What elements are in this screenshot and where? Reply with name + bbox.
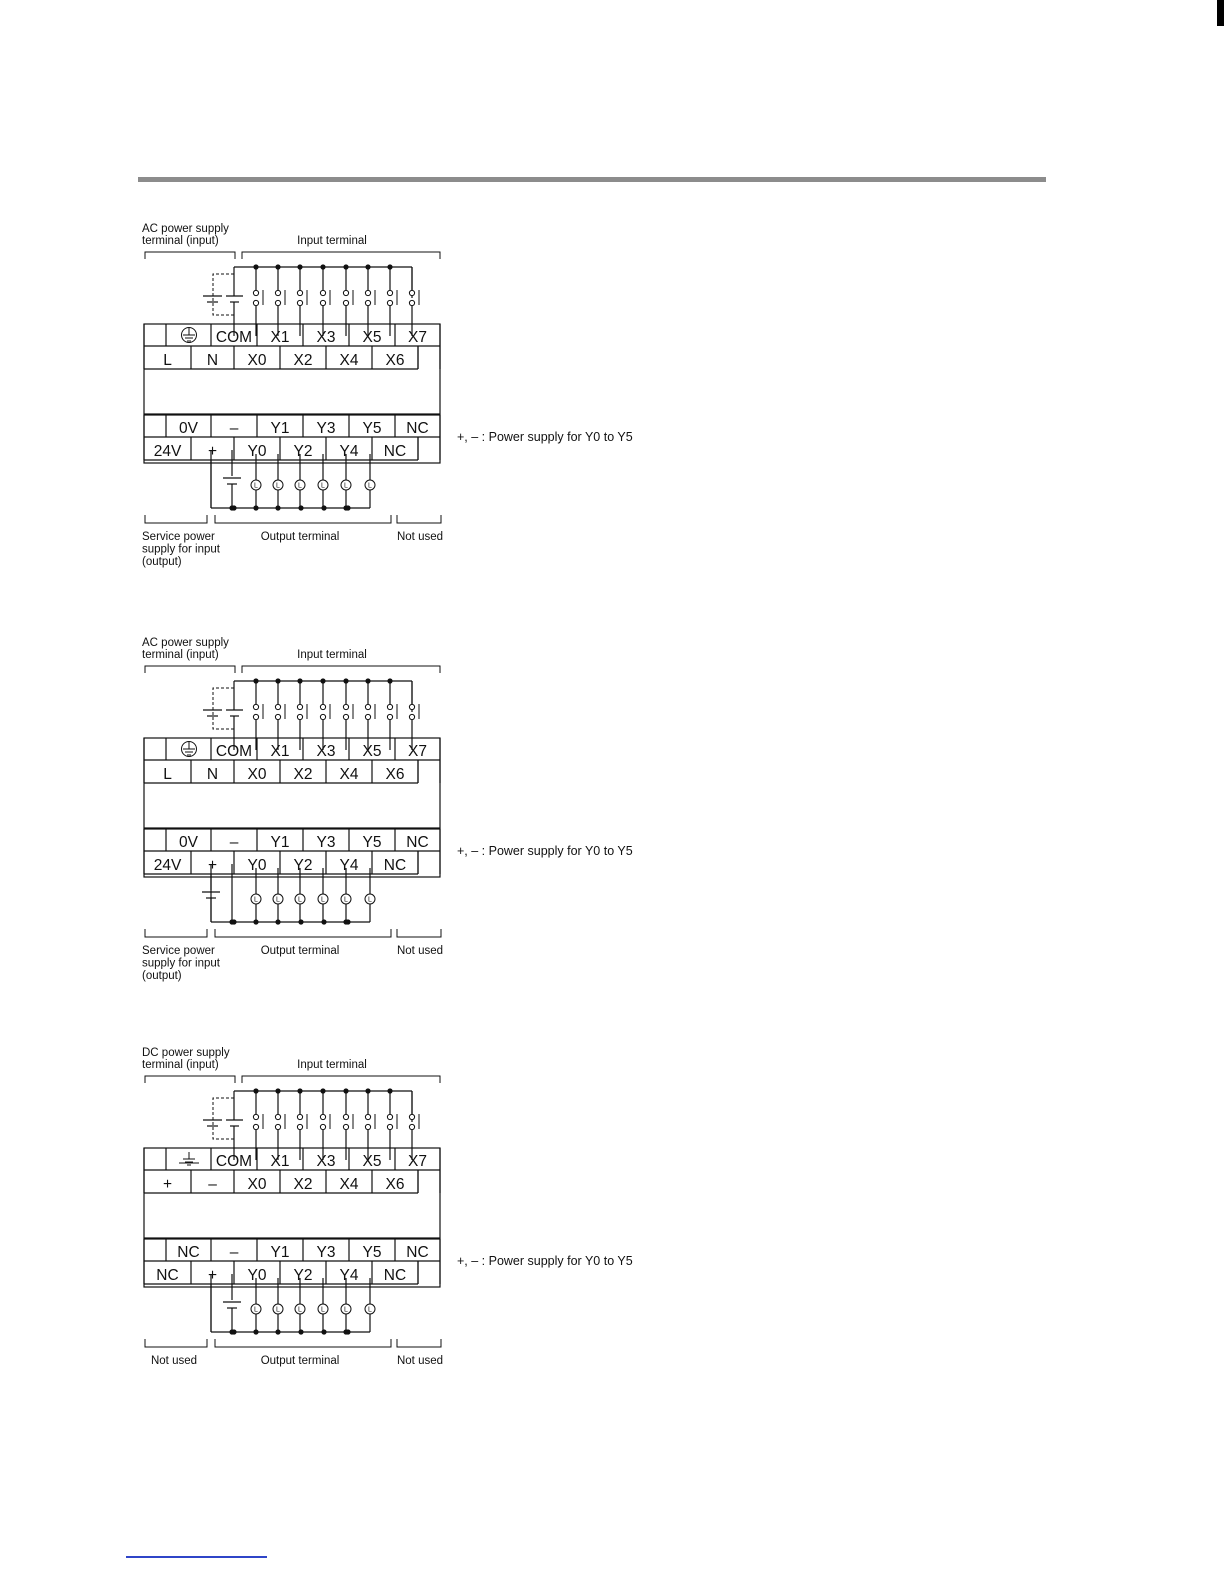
power-supply-note: +, – : Power supply for Y0 to Y5 xyxy=(457,844,633,858)
input-terminal-bottom-1: N xyxy=(206,766,219,783)
input-terminal-top-2: COM xyxy=(215,1153,253,1170)
service-power-label: supply for input xyxy=(142,957,220,970)
input-terminal-bottom-5: X6 xyxy=(385,1176,405,1193)
lamp-load-symbol: L xyxy=(321,1306,325,1314)
input-terminal-bottom-0: L xyxy=(163,352,172,369)
not-used-bracket xyxy=(397,929,441,937)
power-supply-note: +, – : Power supply for Y0 to Y5 xyxy=(457,430,633,444)
not-used-bracket xyxy=(397,1339,441,1347)
output-terminal-bottom-1: + xyxy=(207,857,218,874)
service-power-label: Not used xyxy=(150,1355,198,1367)
input-terminal-top-5: X5 xyxy=(362,1153,382,1170)
power-supply-bracket xyxy=(145,666,235,673)
output-terminal-top-5: Y5 xyxy=(362,420,382,437)
power-supply-bracket xyxy=(145,252,235,259)
terminal-block xyxy=(144,324,440,463)
output-terminal-top-3: Y1 xyxy=(270,834,290,851)
input-terminal-top-3: X1 xyxy=(270,743,290,760)
output-terminal-top-1: NC xyxy=(177,1244,200,1261)
protective-ground-icon xyxy=(182,328,197,343)
input-terminal-label: Input terminal xyxy=(297,649,367,661)
lamp-load-symbol: L xyxy=(368,896,372,904)
output-terminal-bracket xyxy=(215,929,391,937)
lamp-load-symbol: L xyxy=(254,1306,258,1314)
output-terminal-bottom-0: 24V xyxy=(153,857,182,874)
wiring-diagram-svg xyxy=(0,632,640,992)
lamp-load-symbol: L xyxy=(344,896,348,904)
input-terminal-top-4: X3 xyxy=(316,743,336,760)
terminal-block xyxy=(144,738,440,877)
output-terminal-top-2: – xyxy=(229,1244,239,1261)
lamp-load-symbol: L xyxy=(298,482,302,490)
input-terminal-bottom-1: – xyxy=(208,1176,217,1193)
input-terminal-bottom-4: X4 xyxy=(339,352,359,369)
lamp-load-symbol: L xyxy=(368,1306,372,1314)
input-circuit xyxy=(203,678,419,750)
header-rule xyxy=(138,177,1046,182)
wiring-diagram-2 xyxy=(0,632,640,992)
lamp-load-symbol: L xyxy=(254,896,258,904)
output-terminal-top-6: NC xyxy=(406,420,429,437)
output-terminal-top-3: Y1 xyxy=(270,1244,290,1261)
power-supply-label: AC power supply xyxy=(142,637,229,649)
input-terminal-top-5: X5 xyxy=(362,743,382,760)
lamp-load-symbol: L xyxy=(276,482,280,490)
lamp-load-symbol: L xyxy=(298,896,302,904)
output-terminal-label: Output terminal xyxy=(260,1355,340,1367)
input-terminal-bracket xyxy=(242,666,440,673)
input-terminal-top-3: X1 xyxy=(270,1153,290,1170)
output-terminal-bottom-2: Y0 xyxy=(247,443,267,460)
input-terminal-bottom-3: X2 xyxy=(293,766,313,783)
output-terminal-bottom-1: + xyxy=(207,443,218,460)
output-terminal-top-1: 0V xyxy=(179,834,198,851)
input-terminal-top-2: COM xyxy=(215,743,253,760)
lamp-load-symbol: L xyxy=(298,1306,302,1314)
input-circuit xyxy=(203,264,419,336)
input-terminal-label: Input terminal xyxy=(297,1059,367,1071)
lamp-load-symbol: L xyxy=(368,482,372,490)
output-terminal-top-2: – xyxy=(229,420,239,437)
wiring-diagram-1 xyxy=(0,218,640,578)
wiring-diagram-svg xyxy=(0,1042,640,1402)
input-terminal-label: Input terminal xyxy=(297,235,367,247)
output-terminal-label: Output terminal xyxy=(260,945,340,957)
lamp-load-symbol: L xyxy=(321,896,325,904)
input-terminal-bottom-2: X0 xyxy=(247,352,267,369)
output-terminal-top-6: NC xyxy=(406,834,429,851)
service-bracket xyxy=(145,515,207,523)
input-circuit xyxy=(203,1088,419,1160)
output-terminal-bottom-3: Y2 xyxy=(293,857,313,874)
power-supply-label: terminal (input) xyxy=(142,235,219,247)
output-terminal-bottom-3: Y2 xyxy=(293,1267,313,1284)
service-power-label: (output) xyxy=(142,970,182,982)
lamp-load-symbol: L xyxy=(254,482,258,490)
output-terminal-bracket xyxy=(215,515,391,523)
output-terminal-top-5: Y5 xyxy=(362,1244,382,1261)
wiring-diagram-3 xyxy=(0,1042,640,1402)
input-terminal-top-2: COM xyxy=(215,329,253,346)
page-edge-mark xyxy=(1217,0,1224,26)
protective-ground-icon xyxy=(182,742,197,757)
service-power-label: Service power xyxy=(142,945,215,957)
input-terminal-top-4: X3 xyxy=(316,329,336,346)
input-terminal-top-6: X7 xyxy=(408,329,427,346)
input-terminal-bottom-4: X4 xyxy=(339,766,359,783)
output-terminal-bottom-3: Y2 xyxy=(293,443,313,460)
output-terminal-bottom-4: Y4 xyxy=(339,443,359,460)
footer-link-underline[interactable] xyxy=(126,1556,267,1558)
input-terminal-top-6: X7 xyxy=(408,743,427,760)
input-terminal-bottom-5: X6 xyxy=(385,352,405,369)
input-terminal-bottom-3: X2 xyxy=(293,1176,313,1193)
power-supply-label: terminal (input) xyxy=(142,649,219,661)
input-terminal-top-3: X1 xyxy=(270,329,290,346)
output-terminal-bottom-5: NC xyxy=(383,443,407,460)
lamp-load-symbol: L xyxy=(344,482,348,490)
not-used-label: Not used xyxy=(396,1355,444,1367)
wiring-diagram-svg xyxy=(0,218,640,578)
input-terminal-top-6: X7 xyxy=(408,1153,427,1170)
input-terminal-bracket xyxy=(242,1076,440,1083)
input-terminal-top-4: X3 xyxy=(316,1153,336,1170)
service-bracket xyxy=(145,1339,207,1347)
service-power-label: Service power xyxy=(142,531,215,543)
input-terminal-bottom-0: L xyxy=(163,766,172,783)
input-terminal-bottom-5: X6 xyxy=(385,766,405,783)
output-terminal-top-4: Y3 xyxy=(316,1244,336,1261)
power-supply-label: terminal (input) xyxy=(142,1059,219,1071)
lamp-load-symbol: L xyxy=(276,896,280,904)
output-terminal-top-4: Y3 xyxy=(316,834,336,851)
service-power-label: (output) xyxy=(142,556,182,568)
input-terminal-bottom-1: N xyxy=(206,352,219,369)
output-terminal-top-2: – xyxy=(229,834,239,851)
not-used-bracket xyxy=(397,515,441,523)
frame-ground-icon xyxy=(179,1152,199,1165)
output-terminal-top-6: NC xyxy=(406,1244,429,1261)
lamp-load-symbol: L xyxy=(344,1306,348,1314)
output-terminal-top-1: 0V xyxy=(179,420,198,437)
output-terminal-top-5: Y5 xyxy=(362,834,382,851)
input-terminal-bottom-2: X0 xyxy=(247,1176,267,1193)
input-terminal-bracket xyxy=(242,252,440,259)
service-power-label: supply for input xyxy=(142,543,220,556)
lamp-load-symbol: L xyxy=(276,1306,280,1314)
output-terminal-bottom-5: NC xyxy=(383,857,407,874)
input-terminal-bottom-4: X4 xyxy=(339,1176,359,1193)
power-supply-label: DC power supply xyxy=(142,1047,230,1059)
output-terminal-bracket xyxy=(215,1339,391,1347)
power-supply-note: +, – : Power supply for Y0 to Y5 xyxy=(457,1254,633,1268)
not-used-label: Not used xyxy=(396,945,444,957)
input-terminal-bottom-2: X0 xyxy=(247,766,267,783)
service-bracket xyxy=(145,929,207,937)
output-terminal-bottom-0: NC xyxy=(156,1267,179,1284)
not-used-label: Not used xyxy=(396,531,444,543)
power-supply-label: AC power supply xyxy=(142,223,229,235)
input-terminal-bottom-3: X2 xyxy=(293,352,313,369)
input-terminal-bottom-0: + xyxy=(162,1176,173,1193)
terminal-block xyxy=(144,1148,440,1287)
lamp-load-symbol: L xyxy=(321,482,325,490)
output-terminal-label: Output terminal xyxy=(260,531,340,543)
output-terminal-bottom-1: + xyxy=(207,1267,218,1284)
output-terminal-top-3: Y1 xyxy=(270,420,290,437)
output-terminal-bottom-0: 24V xyxy=(153,443,182,460)
output-terminal-top-4: Y3 xyxy=(316,420,336,437)
output-terminal-bottom-4: Y4 xyxy=(339,1267,359,1284)
output-terminal-bottom-2: Y0 xyxy=(247,1267,267,1284)
output-terminal-bottom-4: Y4 xyxy=(339,857,359,874)
output-terminal-bottom-5: NC xyxy=(383,1267,407,1284)
input-terminal-top-5: X5 xyxy=(362,329,382,346)
output-terminal-bottom-2: Y0 xyxy=(247,857,267,874)
power-supply-bracket xyxy=(145,1076,235,1083)
